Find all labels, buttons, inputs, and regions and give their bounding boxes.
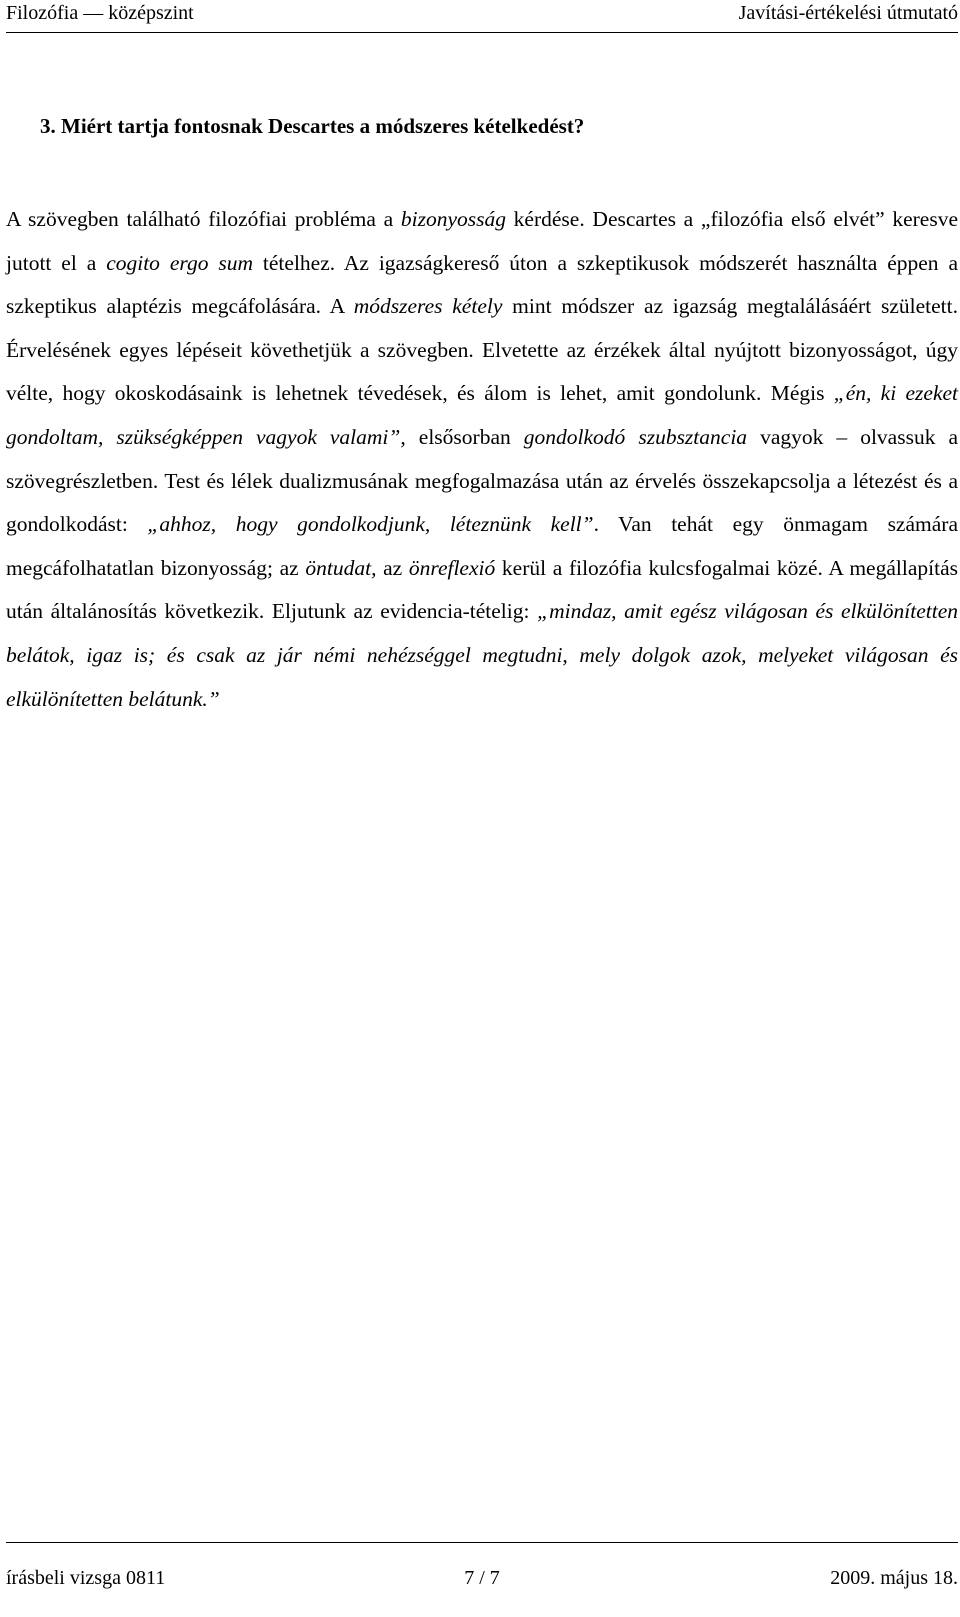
header-document-type: Javítási-értékelési útmutató bbox=[738, 2, 958, 24]
text-run: . Van tehát egy önmagam számára megcáfolhatatlan bizonyosság; az bbox=[6, 512, 958, 580]
text-run: az bbox=[376, 555, 409, 580]
text-run: , elsősorban bbox=[400, 424, 524, 449]
footer-exam-id: írásbeli vizsga 0811 bbox=[6, 1567, 166, 1589]
text-run: kérdése. Descartes a „filozófia első elvét” keresve jutott el a bbox=[6, 207, 959, 275]
text-run-italic: bizonyosság bbox=[400, 207, 506, 231]
header-subject: Filozófia — középszint bbox=[6, 2, 194, 24]
page-header bbox=[6, 0, 958, 33]
text-run: tételhez. Az igazságkereső úton a szkeptikusok módszerét használta éppen a szkeptikus alaptézis megcáfolására. A bbox=[6, 250, 958, 319]
text-run-italic: „ahhoz, hogy gondolkodjunk, léteznünk kell” bbox=[147, 512, 594, 537]
text-run: A szövegben található filozófiai probléma a bbox=[6, 207, 401, 231]
text-run-italic: önreflexió bbox=[408, 555, 496, 580]
answer-paragraph bbox=[6, 198, 958, 721]
text-run: vagyok – olvassuk a szövegrészletben. Test és lélek dualizmusának megfogalmazása után az érvelés összekapcsolja a létezést és a gondolkodást: bbox=[6, 424, 959, 537]
text-run-italic: cogito ergo sum bbox=[106, 250, 253, 275]
text-run-italic: „mindaz, amit egész világosan és elkülönítetten belátok, igaz is; és csak az jár némi nehézséggel megtudni, mely dolgok azok, melyeket világosan és elkülönítetten belátunk.” bbox=[6, 599, 958, 711]
text-run: mint módszer az igazság megtalálásáért született. Érvelésének egyes lépéseit követhetjük a szövegben. Elvetette az érzékek által nyújtott bizonyosságot, úgy vélte, hogy okoskodásaink is lehetnek tévedések, és álom is lehet, amit gondolunk. Mégis bbox=[6, 294, 958, 406]
text-run-italic: gondolkodó szubsztancia bbox=[523, 424, 748, 449]
footer-date: 2009. május 18. bbox=[830, 1567, 958, 1589]
text-run: kerül a filozófia kulcsfogalmai közé. A megállapítás után általánosítás következik. Eljutunk az evidencia-tételig: bbox=[6, 555, 958, 624]
question-heading: 3. Miért tartja fontosnak Descartes a módszeres kételkedést? bbox=[40, 114, 585, 138]
page-footer bbox=[6, 1542, 958, 1589]
text-run-italic: módszeres kétely bbox=[353, 294, 503, 319]
footer-page-number: 7 / 7 bbox=[464, 1567, 500, 1589]
text-run-italic: öntudat, bbox=[305, 555, 377, 580]
text-run-italic: „én, ki ezeket gondoltam, szükségképpen vagyok valami” bbox=[6, 381, 959, 449]
